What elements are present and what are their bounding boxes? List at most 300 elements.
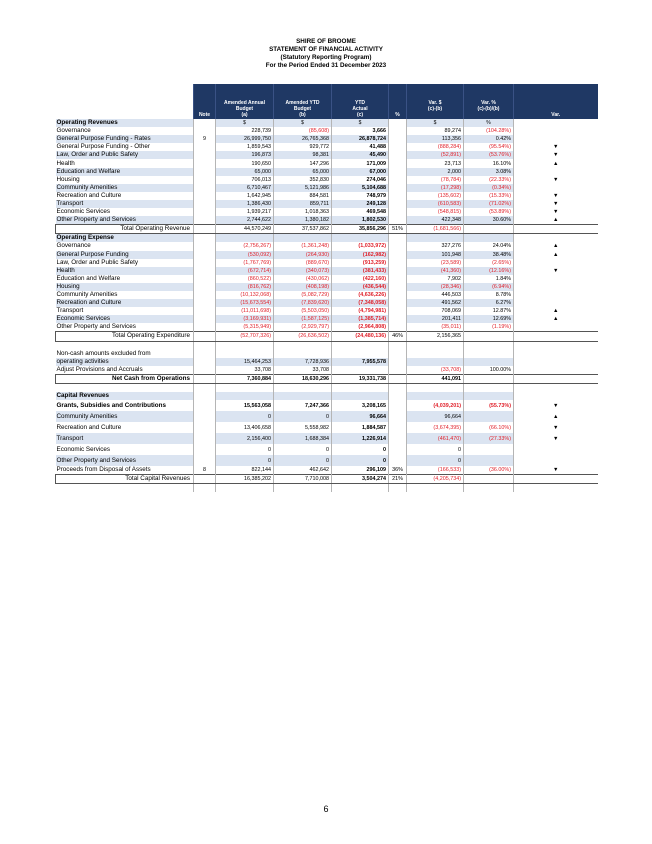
line-item-row	[56, 444, 598, 455]
variance-percent-cell: (27.33%)	[464, 433, 514, 444]
ytd-budget-cell: 1,018,363	[274, 208, 332, 216]
ytd-actual-cell: 296,109	[332, 466, 389, 475]
variance-amount-cell: (17,298)	[407, 184, 464, 192]
line-item-row	[56, 143, 598, 151]
line-item-row	[56, 135, 598, 143]
budget-cell: 26,999,750	[216, 135, 274, 143]
budget-cell: 196,873	[216, 151, 274, 159]
row-label: Economic Services	[56, 208, 111, 216]
budget-cell: 2,156,400	[216, 433, 274, 444]
row-label: Proceeds from Disposal of Assets	[56, 466, 151, 474]
ytd-actual-cell: (1,385,714)	[332, 315, 389, 323]
budget-cell: 65,000	[216, 168, 274, 176]
budget-cell: (11,011,698)	[216, 307, 274, 315]
financial-activity-table	[55, 84, 598, 492]
note-cell	[194, 475, 216, 484]
ytd-actual-cell: (422,160)	[332, 275, 389, 283]
variance-arrow-icon	[514, 444, 598, 455]
ytd-budget-cell: 33,708	[274, 366, 332, 375]
percent-cell	[389, 411, 407, 422]
total-row	[56, 332, 598, 341]
line-item-row	[56, 176, 598, 184]
percent-cell	[389, 374, 407, 383]
variance-percent-cell	[464, 350, 514, 358]
line-item-row	[56, 350, 598, 358]
variance-amount-cell: 0	[407, 444, 464, 455]
line-item-row	[56, 315, 598, 323]
variance-arrow-icon: ▼	[514, 192, 598, 200]
ytd-budget-cell: (2,929,797)	[274, 323, 332, 332]
note-cell	[194, 307, 216, 315]
variance-amount-cell: 101,948	[407, 251, 464, 259]
ytd-budget-cell: 1,688,384	[274, 433, 332, 444]
note-cell	[194, 411, 216, 422]
variance-arrow-icon	[514, 332, 598, 341]
column-header-row	[56, 84, 598, 119]
row-label: Law, Order and Public Safety	[56, 151, 194, 159]
statement-subtitle: (Statutory Reporting Program)	[280, 54, 372, 61]
percent-cell	[389, 267, 407, 275]
variance-percent-cell: (22.33%)	[464, 176, 514, 184]
variance-arrow-icon	[514, 259, 598, 267]
row-label: Housing	[56, 283, 194, 291]
variance-amount-cell: (41,360)	[407, 267, 464, 275]
currency-unit: $	[332, 119, 389, 127]
ytd-actual-cell: 0	[332, 455, 389, 466]
percent-cell: 46%	[389, 332, 407, 341]
spacer-row	[56, 484, 598, 493]
row-label: Other Property and Services	[56, 323, 136, 331]
note-header: Note	[194, 84, 216, 119]
ytd-budget-cell: 7,710,008	[274, 475, 332, 484]
line-item-row	[56, 422, 598, 433]
section-label: Operating Expense	[56, 234, 194, 243]
variance-arrow-icon	[514, 225, 598, 234]
percent-cell: 21%	[389, 475, 407, 484]
ytd-budget-header: Amended YTD Budget (b)	[274, 84, 332, 119]
ytd-budget-cell: 98,381	[274, 151, 332, 159]
ytd-actual-cell: 3,208,165	[332, 400, 389, 411]
percent-header: %	[389, 84, 407, 119]
page-number: 6	[323, 804, 329, 814]
line-item-row	[56, 184, 598, 192]
line-item-row	[56, 411, 598, 422]
ytd-budget-cell: (430,062)	[274, 275, 332, 283]
note-cell	[194, 259, 216, 267]
percent-cell	[389, 307, 407, 315]
budget-cell: 190,650	[216, 159, 274, 167]
note-cell	[194, 251, 216, 259]
variance-amount-cell: (28,346)	[407, 283, 464, 291]
note-cell	[194, 283, 216, 291]
row-label: Grants, Subsidies and Contributions	[56, 401, 167, 409]
percent-cell	[389, 242, 407, 250]
note-cell	[194, 159, 216, 167]
variance-amount-cell: 491,562	[407, 299, 464, 307]
variance-percent-cell: 24.04%	[464, 242, 514, 250]
variance-amount-cell: (166,533)	[407, 466, 464, 475]
percent-cell	[389, 283, 407, 291]
variance-arrow-icon: ▼	[514, 200, 598, 208]
variance-amount-cell: 2,000	[407, 168, 464, 176]
note-cell	[194, 358, 216, 366]
variance-percent-cell: (71.02%)	[464, 200, 514, 208]
variance-arrow-icon: ▲	[514, 411, 598, 422]
note-cell	[194, 127, 216, 135]
budget-cell: (860,522)	[216, 275, 274, 283]
variance-arrow-icon	[514, 283, 598, 291]
ytd-actual-cell: 1,802,530	[332, 216, 389, 225]
note-cell	[194, 216, 216, 225]
line-item-row	[56, 259, 598, 267]
variance-amount-cell: 708,069	[407, 307, 464, 315]
variance-arrow-icon: ▼	[514, 267, 598, 275]
ytd-budget-cell: (5,082,729)	[274, 291, 332, 299]
row-label: Law, Order and Public Safety	[56, 258, 139, 266]
budget-cell: 6,710,467	[216, 184, 274, 192]
note-cell	[194, 225, 216, 234]
row-label: Recreation and Culture	[56, 191, 122, 199]
ytd-budget-cell: 18,630,296	[274, 374, 332, 383]
variance-percent-cell	[464, 225, 514, 234]
variance-amount-cell: (610,583)	[407, 200, 464, 208]
currency-row	[56, 119, 598, 127]
percent-cell	[389, 184, 407, 192]
ytd-actual-cell: 469,548	[332, 208, 389, 216]
percent-cell	[389, 216, 407, 225]
row-label: General Purpose Funding - Other	[56, 143, 150, 151]
percent-cell: 51%	[389, 225, 407, 234]
row-label: General Purpose Funding	[56, 251, 194, 259]
line-item-row	[56, 400, 598, 411]
budget-header: Amended Annual Budget (a)	[216, 84, 274, 119]
percent-cell	[389, 200, 407, 208]
variance-percent-cell: 12.69%	[464, 315, 514, 323]
ytd-actual-cell: 249,128	[332, 200, 389, 208]
variance-arrow-icon	[514, 275, 598, 283]
variance-percent-cell: 100.00%	[464, 366, 514, 375]
variance-arrow-icon: ▲	[514, 307, 598, 315]
line-item-row	[56, 267, 598, 275]
note-cell	[194, 350, 216, 358]
note-cell: 8	[194, 466, 216, 475]
ytd-budget-cell: (264,930)	[274, 251, 332, 259]
budget-cell: (5,315,949)	[216, 323, 274, 332]
ytd-actual-cell: (24,480,136)	[332, 332, 389, 341]
ytd-budget-cell: 0	[274, 411, 332, 422]
budget-cell: 33,708	[216, 366, 274, 375]
percent-cell	[389, 350, 407, 358]
variance-arrow-icon: ▼	[514, 400, 598, 411]
percent-cell	[389, 366, 407, 375]
row-label: Housing	[56, 175, 80, 183]
budget-cell: (2,756,267)	[216, 242, 274, 250]
line-item-row	[56, 127, 598, 135]
row-label: operating activities	[56, 358, 194, 366]
variance-arrow-icon: ▲	[514, 242, 598, 250]
budget-cell: (816,762)	[216, 283, 274, 291]
percent-cell	[389, 299, 407, 307]
note-cell	[194, 332, 216, 341]
percent-cell	[389, 143, 407, 151]
budget-cell: 228,739	[216, 127, 274, 135]
variance-percent-cell	[464, 358, 514, 366]
ytd-actual-cell: (162,982)	[332, 251, 389, 259]
budget-cell: 15,464,253	[216, 358, 274, 366]
line-item-row	[56, 291, 598, 299]
variance-amount-cell	[407, 350, 464, 358]
row-label: Recreation and Culture	[56, 423, 122, 431]
note-cell	[194, 143, 216, 151]
variance-percent-cell: (0.34%)	[464, 184, 514, 192]
variance-percent-cell	[464, 332, 514, 341]
total-row	[56, 374, 598, 383]
ytd-budget-cell: 7,247,366	[274, 400, 332, 411]
ytd-actual-cell: 67,000	[332, 168, 389, 176]
variance-amount-cell: (548,815)	[407, 208, 464, 216]
row-label: Health	[56, 267, 194, 275]
variance-amount-cell: (888,284)	[407, 143, 464, 151]
budget-cell: (10,132,068)	[216, 291, 274, 299]
variance-arrow-icon: ▲	[514, 159, 598, 167]
variance-amount-cell: 7,902	[407, 275, 464, 283]
variance-percent-cell	[464, 444, 514, 455]
line-item-row	[56, 159, 598, 167]
percent-cell	[389, 176, 407, 184]
ytd-actual-cell	[332, 366, 389, 375]
row-label: Economic Services	[56, 445, 111, 453]
variance-arrow-icon	[514, 135, 598, 143]
percent-cell	[389, 455, 407, 466]
variance-arrow-icon	[514, 291, 598, 299]
total-row	[56, 475, 598, 484]
variance-arrow-icon: ▲	[514, 216, 598, 225]
variance-flag-header: Var.	[514, 84, 598, 119]
note-cell	[194, 400, 216, 411]
budget-cell: 16,385,202	[216, 475, 274, 484]
budget-cell: 0	[216, 411, 274, 422]
variance-percent-cell: 3.08%	[464, 168, 514, 176]
variance-amount-cell: (3,674,395)	[407, 422, 464, 433]
note-cell	[194, 168, 216, 176]
currency-unit: $	[407, 119, 464, 127]
variance-percent-cell	[464, 475, 514, 484]
note-cell	[194, 176, 216, 184]
ytd-budget-cell: 0	[274, 455, 332, 466]
percent-cell	[389, 291, 407, 299]
budget-cell: 7,360,884	[216, 374, 274, 383]
row-label: Adjust Provisions and Accruals	[56, 365, 143, 373]
note-cell	[194, 374, 216, 383]
note-cell	[194, 208, 216, 216]
row-label: General Purpose Funding - Rates	[56, 135, 194, 143]
variance-arrow-icon: ▲	[514, 315, 598, 323]
line-item-row	[56, 299, 598, 307]
variance-amount-cell: (461,470)	[407, 433, 464, 444]
currency-unit: $	[274, 119, 332, 127]
report-header	[0, 38, 652, 70]
variance-percent-header: Var. % (c)-(b)/(b)	[464, 84, 514, 119]
ytd-actual-cell: 274,046	[332, 176, 389, 184]
ytd-actual-cell: 45,490	[332, 151, 389, 159]
variance-percent-cell: (53.76%)	[464, 151, 514, 159]
variance-amount-cell: (33,708)	[407, 366, 464, 375]
line-item-row	[56, 151, 598, 159]
spacer-row	[56, 341, 598, 350]
note-cell	[194, 422, 216, 433]
variance-percent-cell: (95.54%)	[464, 143, 514, 151]
variance-percent-cell: (12.16%)	[464, 267, 514, 275]
budget-cell: (15,673,554)	[216, 299, 274, 307]
total-row	[56, 225, 598, 234]
variance-percent-cell: 12.87%	[464, 307, 514, 315]
statement-period: For the Period Ended 31 December 2023	[265, 62, 387, 69]
line-item-row	[56, 168, 598, 176]
variance-arrow-icon	[514, 184, 598, 192]
percent-cell	[389, 400, 407, 411]
row-label: Governance	[56, 127, 91, 135]
ytd-actual-cell: 3,504,274	[332, 475, 389, 484]
variance-amount-cell: (4,039,201)	[407, 400, 464, 411]
ytd-actual-cell: 1,884,587	[332, 422, 389, 433]
note-cell	[194, 242, 216, 250]
variance-amount-cell: (135,602)	[407, 192, 464, 200]
ytd-budget-cell: (85,608)	[274, 127, 332, 135]
ytd-actual-cell: 0	[332, 444, 389, 455]
variance-arrow-icon	[514, 350, 598, 358]
row-label: Transport	[56, 307, 84, 315]
row-label: Education and Welfare	[56, 168, 194, 176]
variance-amount-cell: 113,356	[407, 135, 464, 143]
variance-percent-cell	[464, 374, 514, 383]
percent-cell	[389, 151, 407, 159]
line-item-row	[56, 358, 598, 366]
row-label: Education and Welfare	[56, 274, 121, 282]
budget-cell: 15,563,058	[216, 400, 274, 411]
line-item-row	[56, 242, 598, 250]
note-cell	[194, 455, 216, 466]
budget-cell: (672,714)	[216, 267, 274, 275]
line-item-row	[56, 216, 598, 225]
line-item-row	[56, 251, 598, 259]
row-label: Community Amenities	[56, 291, 118, 299]
percent-cell	[389, 422, 407, 433]
note-cell	[194, 315, 216, 323]
budget-cell: 1,859,543	[216, 143, 274, 151]
ytd-actual-cell: (436,544)	[332, 283, 389, 291]
row-label: Health	[56, 159, 75, 167]
ytd-actual-cell: 748,979	[332, 192, 389, 200]
line-item-row	[56, 366, 598, 375]
percent-cell	[389, 208, 407, 216]
variance-amount-cell: 0	[407, 455, 464, 466]
row-label: Net Cash from Operations	[56, 374, 194, 383]
ytd-actual-cell: 171,009	[332, 159, 389, 167]
percent-cell	[389, 159, 407, 167]
variance-amount-cell: 89,274	[407, 127, 464, 135]
ytd-budget-cell: 7,728,936	[274, 358, 332, 366]
budget-cell: 13,406,658	[216, 422, 274, 433]
variance-percent-cell: (2.65%)	[464, 259, 514, 267]
ytd-actual-cell: (4,794,981)	[332, 307, 389, 315]
line-item-row	[56, 283, 598, 291]
variance-amount-cell: 23,713	[407, 159, 464, 167]
variance-amount-header: Var. $ (c)-(b)	[407, 84, 464, 119]
note-cell	[194, 444, 216, 455]
variance-arrow-icon	[514, 358, 598, 366]
ytd-actual-cell: 5,104,688	[332, 184, 389, 192]
variance-percent-cell: 8.78%	[464, 291, 514, 299]
variance-amount-cell: (52,891)	[407, 151, 464, 159]
ytd-budget-cell: 147,296	[274, 159, 332, 167]
variance-percent-cell: (1.19%)	[464, 323, 514, 332]
ytd-budget-cell: 5,558,982	[274, 422, 332, 433]
ytd-actual-cell: (4,636,226)	[332, 291, 389, 299]
ytd-actual-cell: (1,033,972)	[332, 242, 389, 250]
ytd-budget-cell	[274, 350, 332, 358]
statement-title: STATEMENT OF FINANCIAL ACTIVITY	[269, 46, 383, 53]
ytd-budget-cell: (5,503,050)	[274, 307, 332, 315]
budget-cell	[216, 350, 274, 358]
percent-cell	[389, 315, 407, 323]
variance-arrow-icon: ▼	[514, 176, 598, 184]
ytd-budget-cell: 5,121,986	[274, 184, 332, 192]
budget-cell: (1,767,769)	[216, 259, 274, 267]
variance-arrow-icon	[514, 366, 598, 375]
note-cell	[194, 275, 216, 283]
note-cell	[194, 323, 216, 332]
line-item-row	[56, 466, 598, 475]
ytd-actual-cell: 1,226,914	[332, 433, 389, 444]
percent-cell	[389, 323, 407, 332]
spacer-row	[56, 384, 598, 393]
section-label: Operating Revenues	[56, 119, 194, 127]
variance-arrow-icon: ▼	[514, 208, 598, 216]
percent-cell	[389, 358, 407, 366]
variance-arrow-icon: ▼	[514, 422, 598, 433]
variance-amount-cell: (35,011)	[407, 323, 464, 332]
row-label: Transport	[56, 200, 194, 208]
row-label: Economic Services	[56, 315, 194, 323]
ytd-budget-cell: 26,765,368	[274, 135, 332, 143]
note-cell	[194, 192, 216, 200]
budget-cell: (530,092)	[216, 251, 274, 259]
variance-percent-cell: 1.84%	[464, 275, 514, 283]
percent-cell	[389, 192, 407, 200]
note-cell	[194, 267, 216, 275]
variance-arrow-icon: ▼	[514, 433, 598, 444]
variance-percent-cell: (66.10%)	[464, 422, 514, 433]
variance-arrow-icon	[514, 475, 598, 484]
percent-cell	[389, 444, 407, 455]
line-item-row	[56, 323, 598, 332]
row-label: Total Operating Revenue	[56, 225, 194, 234]
currency-unit: $	[216, 119, 274, 127]
ytd-actual-cell: (913,259)	[332, 259, 389, 267]
note-cell	[194, 299, 216, 307]
ytd-budget-cell: (1,587,125)	[274, 315, 332, 323]
variance-arrow-icon: ▼	[514, 466, 598, 475]
ytd-actual-cell: 41,488	[332, 143, 389, 151]
variance-percent-cell: (104.28%)	[464, 127, 514, 135]
row-label: Recreation and Culture	[56, 299, 194, 307]
budget-cell: (52,707,326)	[216, 332, 274, 341]
variance-percent-cell: (53.89%)	[464, 208, 514, 216]
variance-amount-cell: 2,156,365	[407, 332, 464, 341]
variance-percent-cell: (55.73%)	[464, 400, 514, 411]
variance-amount-cell: (4,205,734)	[407, 475, 464, 484]
row-label: Governance	[56, 242, 91, 250]
